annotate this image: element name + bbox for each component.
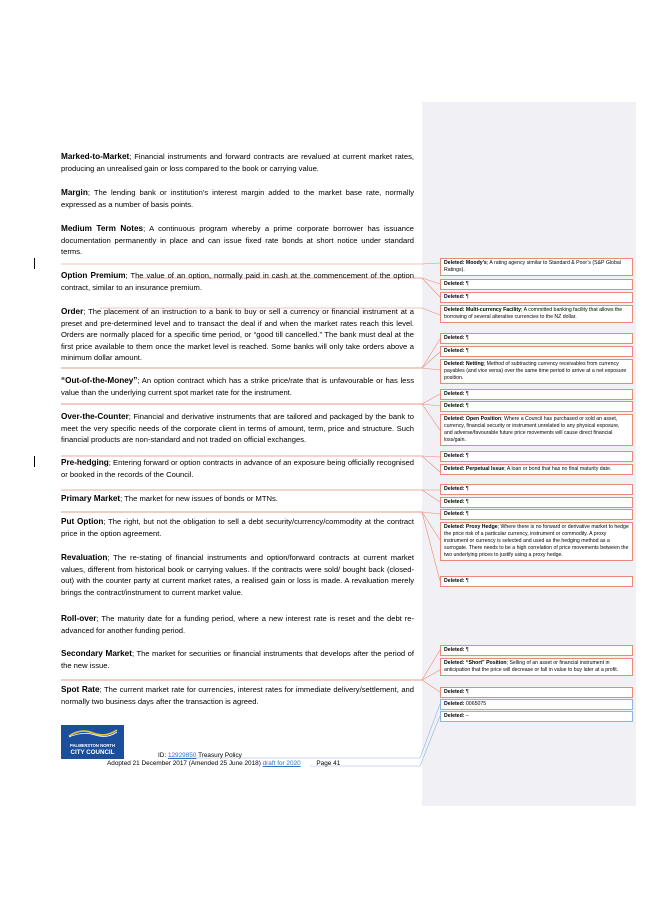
definition-text: ; The current market rate for currencies, interest rates for immediate delivery/settlement, and normally two business days after the transaction is agreed. <box>61 685 414 706</box>
definition-paragraph <box>61 223 414 258</box>
definition-text: ; The value of an option, normally paid in cash at the commencement of the option contract, similar to an insurance premium. <box>61 271 414 292</box>
definition-text: ; Entering forward or option contracts in advance of an exposure being officially recognised or booked in the records of the Council. <box>61 458 414 479</box>
footer-page-label: Page <box>316 760 332 767</box>
logo-swoosh-icon <box>67 728 119 738</box>
definition-text: ; The market for new issues of bonds or MTNs. <box>120 494 278 503</box>
definition-term: Margin <box>61 188 88 197</box>
deletion-comment[interactable] <box>440 711 633 722</box>
comment-term: Open Position <box>465 416 502 422</box>
change-bar <box>34 456 35 467</box>
comment-text: ; Where there is no forward or derivative market to hedge the price risk of a particular currency, instrument or commodity. A proxy instrument or currency is selected and used as the hedging method as a surrogate. There needs to be a high correlation of price movements between the two underlying prices to justify using a proxy hedge. <box>444 524 629 558</box>
comment-text: ¶ <box>465 511 469 517</box>
footer-id-line <box>158 752 242 760</box>
comment-term: Proxy Hedge <box>465 524 498 530</box>
definition-term: Spot Rate <box>61 685 100 694</box>
deletion-comment[interactable] <box>440 346 633 357</box>
definition-text: ; The re-stating of financial instruments and option/forward contracts at current market values, different from historical book or carrying values. If the contracts were sold/ bought back (closed-out) with the counter party at current market rates, a realised gain or loss is made. A revaluation merely brings the contract/instrument to current market value. <box>61 553 414 597</box>
definition-text: ; The maturity date for a funding period, where a new interest rate is reset and the debt re-advanced for another funding period. <box>61 614 414 635</box>
comment-text: ; A rating agency similar to Standard & Poor’s (S&P Global Ratings). <box>444 260 621 273</box>
deletion-comment[interactable] <box>440 414 633 446</box>
definition-paragraph <box>61 187 414 210</box>
definition-paragraph <box>61 375 414 398</box>
deletion-comment[interactable] <box>440 279 633 290</box>
definition-paragraph <box>61 411 414 446</box>
deletion-comment[interactable] <box>440 258 633 276</box>
definition-term: Option Premium <box>61 271 126 280</box>
comment-label: Deleted: <box>444 391 465 397</box>
deletion-comment[interactable] <box>440 497 633 508</box>
comment-text: ; Method of subtracting currency receivables from currency payables (and vice versa) over the same time period to arrive at a net exposure position. <box>444 361 627 381</box>
comment-text: ¶ <box>465 281 469 287</box>
footer-id-label: ID: <box>158 752 167 759</box>
deletion-comment[interactable] <box>440 645 633 656</box>
definition-text: ; The right, but not the obligation to sell a debt security/currency/commodity at the contract price in the option agreement. <box>61 517 414 538</box>
comment-label: Deleted: <box>444 578 465 584</box>
definition-text: ; The market for securities or financial instruments that develops after the period of the new issue. <box>61 649 414 670</box>
footer-doc-title: Treasury Policy <box>198 752 242 759</box>
comment-label: Deleted: <box>444 294 465 300</box>
comment-text: 0065075 <box>465 701 487 707</box>
comment-label: Deleted: <box>444 403 465 409</box>
comment-label: Deleted: <box>444 361 465 367</box>
comment-label: Deleted: <box>444 281 465 287</box>
comment-label: Deleted: <box>444 660 465 666</box>
comment-label: Deleted: <box>444 260 465 266</box>
comment-label: Deleted: <box>444 466 465 472</box>
definition-term: Secondary Market <box>61 649 132 658</box>
comment-label: Deleted: <box>444 524 465 530</box>
comment-term: Perpetual Issue <box>465 466 505 472</box>
logo-line-2: CITY COUNCIL <box>70 749 115 756</box>
footer-adopted-line <box>107 760 340 768</box>
definition-term: Put Option <box>61 517 104 526</box>
definition-paragraph <box>61 457 414 480</box>
comment-term: Multi-currency Facility <box>465 307 521 313</box>
comment-term: Moody’s <box>465 260 487 266</box>
definition-text: ; The lending bank or institution’s interest margin added to the market base rate, normally expressed as a number of basis points. <box>61 188 414 209</box>
deletion-comment[interactable] <box>440 484 633 495</box>
comment-text: ¶ <box>465 578 469 584</box>
definition-term: Order <box>61 307 84 316</box>
logo-line-1: PALMERSTON NORTH <box>70 743 115 748</box>
comment-text: ; Where a Council has purchased or sold an asset, currency, financial security or instrument unrelated to any physical exposure, and adverse/favourable future price movements will cause direct financial loss/gain. <box>444 416 620 443</box>
deletion-comment[interactable] <box>440 401 633 412</box>
comment-text: ¶ <box>465 689 469 695</box>
deletion-comment[interactable] <box>440 687 633 698</box>
definition-term: “Out-of-the-Money” <box>61 376 138 385</box>
definition-paragraph <box>61 684 414 707</box>
definition-paragraph <box>61 493 414 505</box>
comment-text: ¶ <box>465 294 469 300</box>
comment-term: “Short” Position <box>465 660 507 666</box>
definition-term: Over-the-Counter <box>61 412 129 421</box>
comment-label: Deleted: <box>444 701 465 707</box>
comment-label: Deleted: <box>444 348 465 354</box>
comment-text: ¶ <box>465 499 469 505</box>
definition-paragraph <box>61 151 414 174</box>
comment-text: ¶ <box>465 335 469 341</box>
comment-label: Deleted: <box>444 416 465 422</box>
comment-label: Deleted: <box>444 335 465 341</box>
comment-label: Deleted: <box>444 307 465 313</box>
deletion-comment[interactable] <box>440 464 633 475</box>
deletion-comment[interactable] <box>440 333 633 344</box>
deletion-comment[interactable] <box>440 305 633 323</box>
definition-text: ; Financial and derivative instruments that are tailored and packaged by the bank to meet the very specific needs of the corporate client in terms of amount, term, price and structure. Such financial products are non-standard and not traded on official exchanges. <box>61 412 414 445</box>
deletion-comment[interactable] <box>440 292 633 303</box>
definition-paragraph <box>61 552 414 598</box>
definition-paragraph <box>61 648 414 671</box>
deletion-comment[interactable] <box>440 658 633 676</box>
change-bar <box>34 258 35 269</box>
deletion-comment[interactable] <box>440 699 633 710</box>
comment-label: Deleted: <box>444 453 465 459</box>
deletion-comment[interactable] <box>440 509 633 520</box>
definition-term: Roll-over <box>61 614 97 623</box>
definition-paragraph <box>61 270 414 293</box>
comment-text: ; A loan or bond that has no final maturity date. <box>504 466 612 472</box>
comment-label: Deleted: <box>444 486 465 492</box>
comment-text: – <box>465 713 469 719</box>
comment-label: Deleted: <box>444 511 465 517</box>
deletion-comment[interactable] <box>440 389 633 400</box>
footer-page-number: 41 <box>333 760 341 767</box>
definition-text: ; The placement of an instruction to a bank to buy or sell a currency or financial instrument at a preset and pre-determined level and to transact the deal if and when the market rates reach this level. Orders are normally placed for a specific time period, or “good till cancelled.” The bank must deal at the first price available to them once the market level is reached. Some banks will only take orders above a minimum dollar amount. <box>61 307 414 363</box>
comment-text: ¶ <box>465 348 469 354</box>
definition-paragraph <box>61 516 414 539</box>
comment-text: ¶ <box>465 403 469 409</box>
deletion-comment[interactable] <box>440 451 633 462</box>
definition-term: Marked-to-Market <box>61 152 130 161</box>
comment-text: ; Selling of an asset or financial instrument in anticipation that the price will decrease or fall in value to buy later at a profit. <box>444 660 619 673</box>
comment-text: ¶ <box>465 391 469 397</box>
comment-label: Deleted: <box>444 499 465 505</box>
definition-term: Primary Market <box>61 494 121 503</box>
comment-text: ; A committed banking facility that allows the borrowing of several alterative currencies to the NZ dollar. <box>444 307 623 320</box>
comment-label: Deleted: <box>444 713 465 719</box>
comment-text: ¶ <box>465 486 469 492</box>
definition-text: ; A continuous program whereby a prime corporate borrower has issuance documentation permanently in place and can issue fixed rate bonds at short notice under standard terms. <box>61 224 415 257</box>
definition-term: Pre-hedging <box>61 458 109 467</box>
comment-text: ¶ <box>465 647 469 653</box>
definition-term: Revaluation <box>61 553 108 562</box>
definition-paragraph <box>61 306 414 364</box>
comment-label: Deleted: <box>444 689 465 695</box>
definition-text: ; An option contract which has a strike price/rate that is unfavourable or has less value than the underlying current spot market rate for the instrument. <box>61 376 414 397</box>
footer-draft: draft for 2020 <box>262 760 301 767</box>
comment-text: ¶ <box>465 453 469 459</box>
footer-adopted: Adopted 21 December 2017 (Amended 25 June 2018) <box>107 760 261 767</box>
comment-label: Deleted: <box>444 647 465 653</box>
definition-term: Medium Term Notes <box>61 224 144 233</box>
deletion-comment[interactable] <box>440 522 633 561</box>
council-logo <box>61 725 124 759</box>
definition-paragraph <box>61 613 414 636</box>
comment-term: Netting <box>465 361 484 367</box>
definition-text: ; Financial instruments and forward contracts are revalued at current market rates, producing an unrealised gain or loss compared to the book or carrying value. <box>61 152 414 173</box>
deletion-comment[interactable] <box>440 359 633 384</box>
deletion-comment[interactable] <box>440 576 633 587</box>
footer-id-value: 12929850 <box>167 752 197 759</box>
